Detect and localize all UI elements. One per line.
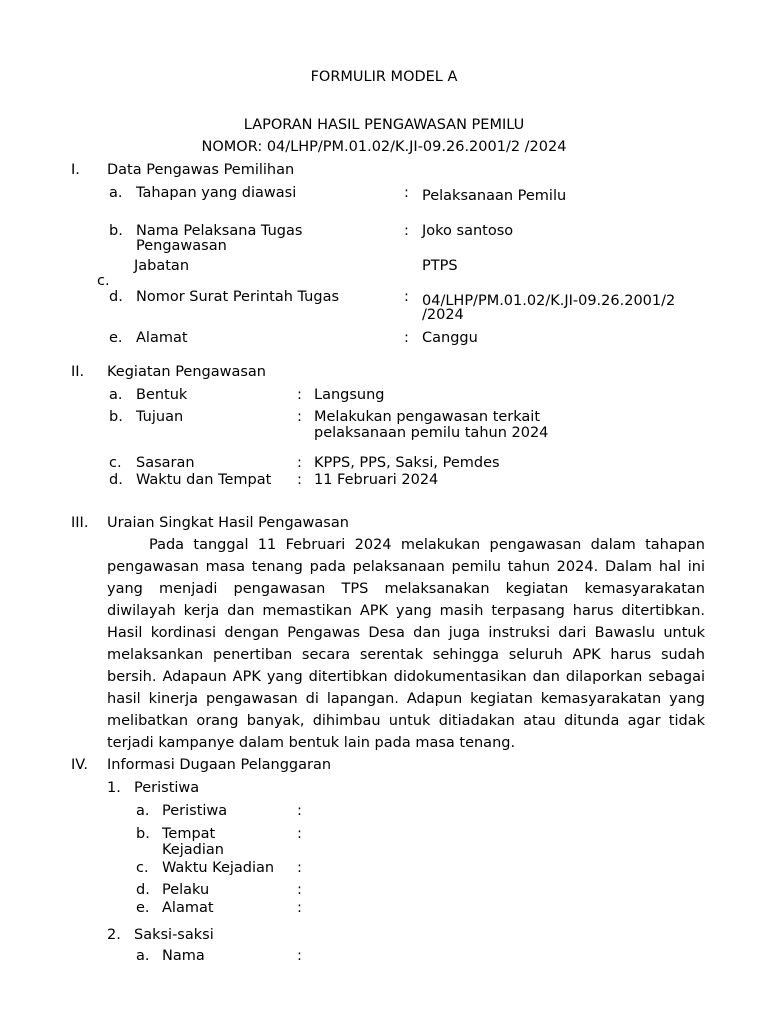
section4-title: Informasi Dugaan Pelanggaran: [107, 757, 332, 773]
section1-b-colon: :: [404, 223, 409, 239]
section3-paragraph: [107, 534, 705, 754]
section2-c-label: Sasaran: [136, 455, 195, 471]
section2-c-colon: :: [297, 455, 302, 471]
section4-sub2-number: 2.: [107, 927, 121, 943]
section1-e-letter: e.: [109, 330, 123, 346]
section2-number: II.: [71, 364, 85, 380]
section4-sub1-b-label-line2: Kejadian: [162, 842, 224, 858]
section4-sub1-a-label: Peristiwa: [162, 803, 228, 819]
section2-d-colon: :: [297, 472, 302, 488]
section4-sub1-d-letter: d.: [136, 882, 150, 898]
section4-sub1-e-colon: :: [297, 900, 302, 916]
section1-d-colon: :: [404, 289, 409, 305]
section4-sub1-b-colon: :: [297, 826, 302, 842]
section3-number: III.: [71, 515, 89, 531]
section1-d-value-line1: 04/LHP/PM.01.02/K.JI-09.26.2001/2: [422, 293, 676, 309]
section1-a-letter: a.: [109, 185, 123, 201]
section4-sub2-title: Saksi-saksi: [134, 927, 214, 943]
section4-sub1-title: Peristiwa: [134, 780, 200, 796]
section2-a-colon: :: [297, 387, 302, 403]
section1-c-label: Jabatan: [134, 258, 190, 274]
section2-c-letter: c.: [109, 455, 122, 471]
section1-b-letter: b.: [109, 223, 123, 239]
section1-b-value: Joko santoso: [422, 223, 514, 239]
section4-sub2-a-letter: a.: [136, 948, 150, 964]
section2-a-label: Bentuk: [136, 387, 188, 403]
section2-d-label: Waktu dan Tempat: [136, 472, 272, 488]
section1-b-label-line2: Pengawasan: [136, 238, 227, 254]
section1-a-label: Tahapan yang diawasi: [136, 185, 297, 201]
section2-title: Kegiatan Pengawasan: [107, 364, 266, 380]
section1-d-label: Nomor Surat Perintah Tugas: [136, 289, 340, 305]
report-number: NOMOR: 04/LHP/PM.01.02/K.JI-09.26.2001/2 /2024: [201, 139, 567, 155]
section1-a-colon: :: [404, 185, 409, 201]
section4-sub1-number: 1.: [107, 780, 121, 796]
section1-e-value: Canggu: [422, 330, 478, 346]
report-title: LAPORAN HASIL PENGAWASAN PEMILU: [243, 117, 525, 133]
section1-d-letter: d.: [109, 289, 123, 305]
section1-a-value: Pelaksanaan Pemilu: [422, 188, 567, 204]
section2-b-colon: :: [297, 409, 302, 425]
section1-c-value: PTPS: [422, 258, 458, 274]
section1-title: Data Pengawas Pemilihan: [107, 162, 295, 178]
section4-sub1-d-label: Pelaku: [162, 882, 210, 898]
section2-b-label: Tujuan: [136, 409, 184, 425]
section2-b-value-line2: pelaksanaan pemilu tahun 2024: [314, 425, 549, 441]
section4-sub1-d-colon: :: [297, 882, 302, 898]
section4-number: IV.: [71, 757, 88, 773]
section1-number: I.: [71, 162, 80, 178]
section2-d-letter: d.: [109, 472, 123, 488]
section4-sub1-c-colon: :: [297, 860, 302, 876]
section4-sub1-c-label: Waktu Kejadian: [162, 860, 275, 876]
section4-sub2-a-label: Nama: [162, 948, 205, 964]
section4-sub1-b-label-line1: Tempat: [162, 826, 216, 842]
section2-b-letter: b.: [109, 409, 123, 425]
section4-sub1-e-letter: e.: [136, 900, 150, 916]
section3-paragraph-text: Pada tanggal 11 Februari 2024 melakukan pengawasan dalam tahapan pengawasan masa tenang pada pelaksanaan pemilu tahun 2024. Dalam hal ini yang menjadi pengawasan TPS melaksanakan kegiatan kemasyarakatan diwilayah kerja dan memastikan APK yang masih terpasang harus ditertibkan. Hasil kordinasi dengan Pengawas Desa dan juga instruksi dari Bawaslu untuk melaksankan penertiban secara serentak sehingga seluruh APK harus sudah bersih. Adapaun APK yang ditertibkan didokumentasikan dan dilaporkan sebagai hasil kinerja pengawasan di lapangan. Adapun kegiatan kemasyarakatan yang melibatkan orang banyak, dihimbau untuk ditiadakan atau ditunda agar tidak terjadi kampanye dalam bentuk lain pada masa tenang.: [107, 537, 705, 751]
section4-sub1-e-label: Alamat: [162, 900, 214, 916]
section1-e-colon: :: [404, 330, 409, 346]
section2-c-value: KPPS, PPS, Saksi, Pemdes: [314, 455, 500, 471]
section2-d-value: 11 Februari 2024: [314, 472, 439, 488]
section4-sub2-a-colon: :: [297, 948, 302, 964]
section1-d-value-line2: /2024: [422, 307, 464, 323]
section3-title: Uraian Singkat Hasil Pengawasan: [107, 515, 349, 531]
section2-b-value-line1: Melakukan pengawasan terkait: [314, 409, 541, 425]
form-title: FORMULIR MODEL A: [310, 69, 458, 85]
section4-sub1-c-letter: c.: [136, 860, 149, 876]
section1-c-letter: c.: [97, 273, 110, 289]
section4-sub1-a-colon: :: [297, 803, 302, 819]
section4-sub1-a-letter: a.: [136, 803, 150, 819]
section2-a-value: Langsung: [314, 387, 385, 403]
section1-b-label-line1: Nama Pelaksana Tugas: [136, 223, 303, 239]
section1-e-label: Alamat: [136, 330, 188, 346]
section2-a-letter: a.: [109, 387, 123, 403]
section4-sub1-b-letter: b.: [136, 826, 150, 842]
